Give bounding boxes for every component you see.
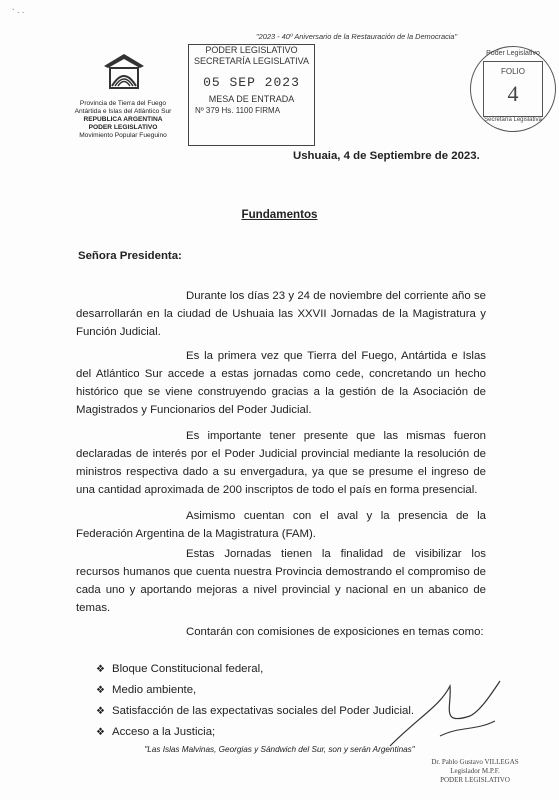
list-item	[96, 659, 414, 680]
dateline: Ushuaia, 4 de Septiembre de 2023.	[293, 150, 480, 162]
entity-line: Provincia de Tierra del Fuego	[79, 100, 167, 107]
signature-body: PODER LEGISLATIVO	[440, 776, 510, 784]
paragraph: Es importante tener presente que las mismas fueron declaradas de interés por el Poder Judicial provincial mediante la resolución de ministros respectiva dado a su envergadura, ya que se presume el ingreso de una cantidad aproximada de 200 inscriptos de todo el país en forma presencial.	[76, 430, 486, 496]
stamp-date: 05 SEP 2023	[203, 75, 300, 90]
list-item-text: Bloque Constitucional federal,	[112, 663, 264, 675]
folio-bottom: Secretaría Legislativa	[484, 117, 542, 123]
folio-stamp	[470, 46, 556, 132]
stamp-line: MESA DE ENTRADA	[208, 94, 295, 104]
entity-line: PODER LEGISLATIVO	[88, 124, 158, 131]
header-motto: "2023 - 40º Aniversario de la Restauración de la Democracia"	[256, 32, 458, 41]
folio-label: FOLIO	[500, 67, 525, 76]
topics-list	[96, 659, 414, 743]
page-title: Fundamentos	[241, 208, 318, 221]
paragraph: Contarán con comisiones de exposiciones en temas como:	[186, 626, 484, 638]
diamond-bullet-icon: ❖	[96, 727, 105, 738]
entity-line: Antártida e Islas del Atlántico Sur	[74, 108, 172, 115]
signature-role: Legislador M.P.F.	[450, 767, 500, 775]
list-item	[96, 722, 414, 743]
paragraph: Es la primera vez que Tierra del Fuego, Antártida e Islas del Atlántico Sur accede a estas jornadas como cede, concretando un hecho histórico que se viene construyendo gracias a la gestión de la Asociación de Magistrados y Funcionarios del Poder Judicial.	[76, 350, 486, 416]
paragraph: Estas Jornadas tienen la finalidad de visibilizar los recursos humanos que cuenta nuestra Provincia demostrando el compromiso de cada uno y aportando mejoras a nivel provincial y nacional en un abanico de temas.	[76, 548, 486, 614]
diamond-bullet-icon: ❖	[96, 685, 105, 696]
signature-stamp	[420, 758, 530, 785]
list-item-text: Acceso a la Justicia;	[112, 726, 216, 738]
folio-number: 4	[507, 81, 519, 106]
stamp-line: PODER LEGISLATIVO	[205, 45, 298, 55]
list-item	[96, 701, 414, 722]
entity-line: REPUBLICA ARGENTINA	[83, 116, 163, 123]
entity-line: Movimiento Popular Fueguino	[79, 132, 167, 139]
stamp-number: Nº 379 Hs. 1100 FIRMA	[195, 106, 281, 115]
footer-motto: "Las Islas Malvinas, Georgias y Sándwich del Sur, son y serán Argentinas"	[144, 745, 415, 754]
stamp-line: SECRETARÍA LEGISLATIVA	[193, 56, 310, 66]
list-item-text: Medio ambiente,	[112, 684, 197, 696]
list-item-text: Satisfacción de las expectativas sociales del Poder Judicial.	[112, 705, 415, 717]
reception-stamp	[188, 44, 315, 146]
diamond-bullet-icon: ❖	[96, 664, 105, 675]
scan-mark: ` · ·	[12, 8, 25, 17]
signature-name: Dr. Pablo Gustavo VILLEGAS	[431, 758, 519, 766]
list-item	[96, 680, 414, 701]
handwritten-signature-icon	[380, 676, 510, 756]
diamond-bullet-icon: ❖	[96, 706, 105, 717]
provincial-seal-icon	[100, 52, 148, 92]
paragraph: Durante los días 23 y 24 de noviembre del corriente año se desarrollarán en la ciudad de Ushuaia las XXVII Jornadas de la Magistratura y Función Judicial.	[76, 290, 486, 338]
folio-top: Poder Legislativo	[486, 50, 540, 57]
entity-block	[58, 100, 188, 140]
salutation: Señora Presidenta:	[78, 250, 182, 262]
paragraph: Asimismo cuentan con el aval y la presencia de la Federación Argentina de la Magistratura (FAM).	[76, 510, 486, 540]
